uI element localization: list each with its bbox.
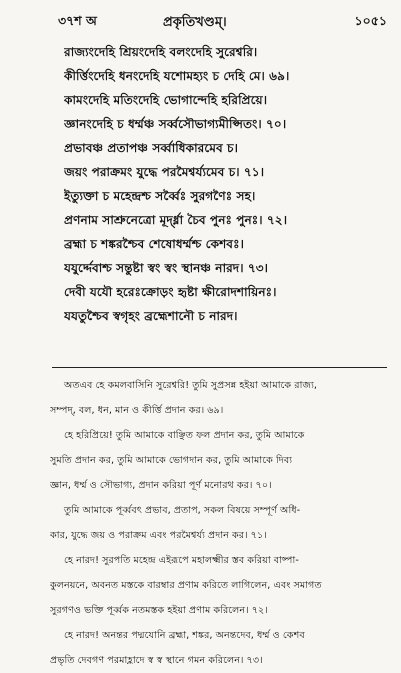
verse-line: কামংদেহি মতিংদেহি ভোগান্দেহি হরিপ্রিয়ে। [64, 93, 268, 107]
translation-line: হে হরিপ্রিয়ে! তুমি আমাকে বাঞ্ছিত ফল প্রদান কর, তুমি আমাকে [64, 430, 305, 441]
verse-line: রাজ্যংদেহি শ্রিয়ংদেহি বলংদেহি সুরেশ্বরি। [64, 45, 258, 59]
running-header [58, 10, 387, 32]
translation-line: হে নারদ! অনন্তর পদ্মযোনি ব্রহ্মা, শঙ্কর, অনন্তদেব, ধর্ম্ম ও কেশব [64, 630, 305, 641]
verse-line: প্রণনাম সাশ্রুনেত্রো মূর্দ্ধ্না চৈব পুনঃ পুনঃ। ৭২। [64, 213, 288, 227]
verse-line: ইত্যুক্তা চ মহেন্দ্রশ্চ সর্ব্বৈঃ সুরগণৈঃ সহ। [64, 189, 256, 203]
verse-line: যযতুশ্চৈব স্বগৃহং ব্রহ্মেশানৌ চ নারদ। [64, 309, 238, 323]
verse-line: যযুর্দ্দেবাশ্চ সন্তুষ্টা স্বং স্বং স্থানঞ্চ নারদ। ৭৩। [64, 261, 269, 275]
verse-line: জয়ং পরাক্রমং যুদ্ধে পরমৈশ্বর্য্যমেব চ। ৭১। [64, 165, 265, 179]
translation-line: কার, যুদ্ধে জয় ও পরাক্রম এবং পরমৈশ্বর্য্য প্রদান কর। ৭১। [50, 530, 267, 541]
translation-line: সম্পদ্, বল, ধন, মান ও কীর্ত্তি প্রদান কর। ৬৯। [50, 405, 224, 416]
translation-line: প্রভৃতি দেবগণ পরমাহ্লাদে স্ব স্ব স্থানে গমন করিলেন। ৭৩। [50, 655, 263, 666]
verse-line: কীর্ত্তিংদেহি ধনংদেহি যশোমহ্যং চ দেহি মে। ৬৯। [64, 69, 290, 83]
translation-line: সুরগণও ভক্তি পূর্ব্বক নতমস্তক হইয়া প্রণাম করিলেন। ৭২। [50, 605, 268, 616]
bengali-translation [50, 373, 387, 673]
verse-line: দেবী যযৌ হরেঃক্রোড়ং হৃষ্টা ক্ষীরোদশায়িনঃ। [64, 285, 277, 299]
translation-line: তুমি আমাকে পূর্ব্ববৎ প্রভাব, প্রতাপ, সকল বিষয়ে সম্পূর্ণ অধি- [64, 505, 301, 516]
chapter-label: ৩৭শ অ [58, 13, 97, 28]
translation-line: সুমতি প্রদান কর, তুমি আমাকে ভোগদান কর, তুমি আমাকে দিব্য [50, 455, 293, 466]
translation-line: হে নারদ! সুরপতি মহেন্দ্র এইরূপে মহালক্ষ্মীর স্তব করিয়া বাষ্পা- [64, 555, 299, 566]
page-title: প্রকৃতিখণ্ডম্। [163, 15, 227, 30]
verse-line: জ্ঞানংদেহি চ ধর্ম্মঞ্চ সর্ব্বসৌভাগ্যমীপ্সিতং। ৭০। [64, 117, 287, 131]
separator-rule [52, 367, 387, 368]
page-number: ১০৫১ [354, 13, 387, 28]
sanskrit-verses [64, 40, 387, 328]
translation-line: জ্ঞান, ধর্ম্ম ও সৌভাগ্য, প্রদান করিয়া পূর্ণ মনোরথ কর। ৭০। [50, 480, 272, 491]
translation-line: অতএব হে কমলবাসিনি সুরেশ্বরি! তুমি সুপ্রসন্ন হইয়া আমাকে রাজ্য, [64, 380, 317, 391]
translation-line: কুলনয়নে, অবনত মস্তকে বারম্বার প্রণাম করিতে লাগিলেন, এবং সমাগত [50, 580, 322, 591]
verse-line: প্রভাবঞ্চ প্রতাপঞ্চ সর্ব্বাধিকারমেব চ। [64, 141, 238, 155]
verse-line: ব্রহ্মা চ শঙ্করশ্চৈব শেষোধর্ম্মশ্চ কেশবঃ। [64, 237, 244, 251]
